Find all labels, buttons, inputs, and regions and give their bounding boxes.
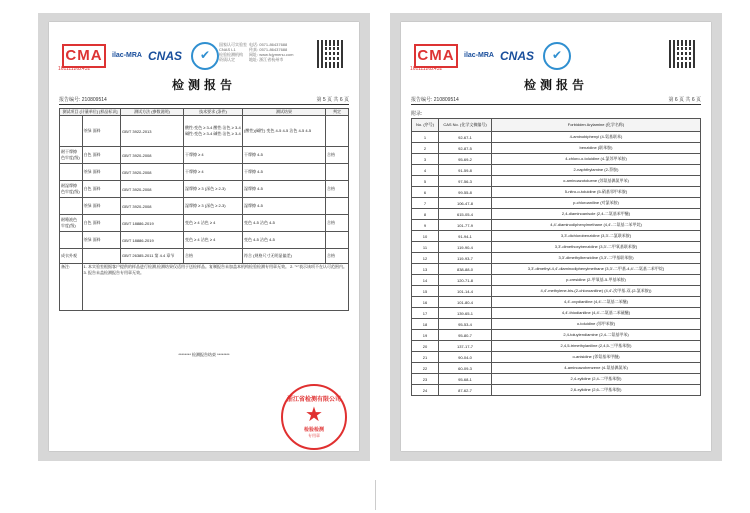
table-row — [412, 176, 701, 187]
cas-number: 91-59-8 — [439, 165, 492, 176]
sample-label — [82, 249, 121, 264]
chemical-name: benzidine (联苯胺) — [492, 143, 701, 154]
sample-label: 茶绿 面料 — [82, 232, 121, 249]
column-header: 判定 — [326, 109, 349, 116]
report-page-6 — [401, 22, 711, 451]
sample-label: 白色 面料 — [82, 147, 121, 164]
chemical-name: 3,3'-dimethoxybenzidine (3,3'-二甲氧基联苯胺) — [492, 242, 701, 253]
table-row — [412, 308, 701, 319]
page-title: 检测报告 — [171, 78, 236, 92]
row-number: 7 — [412, 198, 439, 209]
verdict — [326, 164, 349, 181]
chemical-name: 4,4'-thiodianiline (4,4'-二氨基二苯硫醚) — [492, 308, 701, 319]
report-number: 报告编号: 210809514 — [59, 97, 107, 103]
contact-line: 传真: 0571-86437688 — [249, 47, 288, 52]
row-number: 23 — [412, 374, 439, 385]
cas-number: 106-47-8 — [439, 198, 492, 209]
row-number: 18 — [412, 319, 439, 330]
table-row — [412, 297, 701, 308]
cas-number: 101-80-4 — [439, 297, 492, 308]
table-row — [412, 187, 701, 198]
sample-label: 白色 面料 — [82, 181, 121, 198]
test-method: GB/T 3920-2008 — [121, 181, 184, 198]
appendix-label: 附录: — [411, 111, 423, 117]
table-row — [412, 363, 701, 374]
cas-number: 95-69-2 — [439, 154, 492, 165]
requirement: 合格 — [184, 249, 243, 264]
test-item: 成衣外观 — [60, 249, 83, 264]
column-header: 测试结果 — [243, 109, 326, 116]
row-number: 11 — [412, 242, 439, 253]
requirement: 变色 ≥ 4 沾色 ≥ 4 — [184, 232, 243, 249]
chemical-name: 2,4-xylidine (2,4-二甲基苯胺) — [492, 374, 701, 385]
row-number: 2 — [412, 143, 439, 154]
row-number: 21 — [412, 352, 439, 363]
test-method: GB/T 3920-2008 — [121, 164, 184, 181]
row-number: 5 — [412, 176, 439, 187]
table-header-row — [412, 119, 701, 132]
table-row — [60, 116, 349, 147]
report-page-5 — [49, 22, 359, 451]
header-line: 国家认可实验室 — [219, 42, 247, 47]
stamp-text: 检验检测 — [303, 427, 324, 433]
page-title: 检测报告 — [523, 78, 588, 92]
stamp-text: 专用章 — [308, 433, 320, 438]
notes-label: 备注: — [60, 264, 83, 311]
header-line: CNAS L1 — [219, 47, 236, 52]
table-row — [60, 215, 349, 232]
column-header: No. (序号) — [412, 119, 439, 132]
row-number: 9 — [412, 220, 439, 231]
cas-number: 95-80-7 — [439, 330, 492, 341]
table-row — [60, 147, 349, 164]
chemical-name: 2,4,5-trimethylaniline (2,4,5-三甲基苯胺) — [492, 341, 701, 352]
row-number: 14 — [412, 275, 439, 286]
chemical-name: o-aminoazotoluene (邻氨基偶氮甲苯) — [492, 176, 701, 187]
test-item: 耐湿摩擦色牢度(级) — [60, 181, 83, 198]
test-result: 符合 (规格尺寸无明显偏差) — [243, 249, 326, 264]
cma-logo: CMA — [62, 44, 106, 68]
verdict: 合格 — [326, 249, 349, 264]
table-row — [412, 253, 701, 264]
left-page-panel — [38, 13, 370, 461]
accreditation-lines — [219, 42, 247, 62]
row-number: 17 — [412, 308, 439, 319]
table-row — [412, 132, 701, 143]
test-method: GB/T 18886-2019 — [121, 232, 184, 249]
chemical-name: 2,4-diaminoanisole (2,4-二氨基苯甲醚) — [492, 209, 701, 220]
table-row — [60, 181, 349, 198]
table-row — [412, 231, 701, 242]
contact-line: 地址: 浙江省杭州市 — [249, 57, 284, 62]
table-row — [412, 220, 701, 231]
table-row — [412, 319, 701, 330]
cas-number: 87-62-7 — [439, 385, 492, 396]
table-row — [412, 209, 701, 220]
stamp-text: 浙江省检测有限公司 — [286, 396, 341, 403]
results-table — [59, 108, 349, 311]
cas-number: 119-93-7 — [439, 253, 492, 264]
row-number: 19 — [412, 330, 439, 341]
chemical-name: 4-aminobiphenyl (4-氨基联苯) — [492, 132, 701, 143]
cas-number: 101-77-9 — [439, 220, 492, 231]
row-number: 3 — [412, 154, 439, 165]
cas-number: 97-56-3 — [439, 176, 492, 187]
column-header: Forbidden Arylamine (化学名称) — [492, 119, 701, 132]
column-header: 技术要求 (条件) — [184, 109, 243, 116]
requirement: 干摩擦 ≥ 4 — [184, 164, 243, 181]
test-result: 湿摩擦 4-5 — [243, 181, 326, 198]
test-method: GB/T 26385-2011 第 4.4 章节 — [121, 249, 184, 264]
test-result: 湿摩擦 4-5 — [243, 198, 326, 215]
verdict: 合格 — [326, 147, 349, 164]
chemical-name: o-anisidine (邻氨基苯甲醚) — [492, 352, 701, 363]
cas-number: 119-90-4 — [439, 242, 492, 253]
ilac-mra-logo: ilac-MRA — [112, 52, 142, 59]
contact-lines — [249, 42, 293, 62]
requirement: 变色 ≥ 4 沾色 ≥ 4 — [184, 215, 243, 232]
row-number: 22 — [412, 363, 439, 374]
chemical-name: 3,3'-dimethylbenzidine (3,3'-二甲基联苯胺) — [492, 253, 701, 264]
chemical-name: 4,4'-methylene-bis-(2-chloroaniline) (4,4'-次甲基-双-(2-氯苯胺)) — [492, 286, 701, 297]
requirement: 酸性:变色 ≥ 3-4 酸性:沾色 ≥ 3-4 碱性:变色 ≥ 3-4 碱性:沾色 ≥ 3-4 — [184, 116, 243, 147]
cnas-logo: CNAS — [147, 49, 182, 63]
chemical-name: 2-naphthylamine (2-萘胺) — [492, 165, 701, 176]
requirement: 湿摩擦 ≥ 3 (深色 ≥ 2-3) — [184, 181, 243, 198]
test-item: 耐唾液色牢度(级) — [60, 215, 83, 232]
test-result: 变色 4-5 沾色 4-5 — [243, 232, 326, 249]
divider — [59, 104, 349, 105]
qr-code-icon — [669, 40, 697, 68]
ilac-mra-logo: ilac-MRA — [464, 52, 494, 59]
verdict — [326, 232, 349, 249]
contact-line: 电话: 0571-86437688 — [249, 42, 288, 47]
test-method: GB/T 18886-2019 — [121, 215, 184, 232]
report-end-marker: ******** 检测报告结束 ******** — [178, 352, 230, 357]
verdict: 合格 — [326, 181, 349, 198]
requirement: 湿摩擦 ≥ 3 (深色 ≥ 2-3) — [184, 198, 243, 215]
test-method: GB/T 3920-2008 — [121, 147, 184, 164]
chemical-name: p-cresidine (2-甲氧基-5-甲基苯胺) — [492, 275, 701, 286]
notes-text: 1. 本实验室根据客户提供的样品进行检测,检测结果仅适用于送检样品。复制报告未加盖本机构检验检测专用章无效。 2. "*"表示该项不在认可范围内。 3. 报告未盖检测报告专用章无效。 — [82, 264, 349, 311]
table-row — [412, 275, 701, 286]
cnas-logo: CNAS — [499, 49, 534, 63]
notes-row — [60, 264, 349, 311]
table-row — [412, 330, 701, 341]
cas-number: 60-09-3 — [439, 363, 492, 374]
header-line: 检验检测机构 — [219, 52, 243, 57]
cas-number: 838-88-0 — [439, 264, 492, 275]
test-method: GB/T 3920-2008 — [121, 198, 184, 215]
cas-number: 95-68-1 — [439, 374, 492, 385]
arylamine-table — [411, 118, 701, 396]
cas-number: 120-71-8 — [439, 275, 492, 286]
verdict: 合格 — [326, 215, 349, 232]
row-number: 4 — [412, 165, 439, 176]
table-row — [412, 242, 701, 253]
chemical-name: p-chloroaniline (对氯苯胺) — [492, 198, 701, 209]
row-number: 10 — [412, 231, 439, 242]
official-stamp — [281, 384, 347, 450]
test-method: GB/T 3922-2013 — [121, 116, 184, 147]
test-item — [60, 198, 83, 215]
row-number: 20 — [412, 341, 439, 352]
report-number: 报告编号: 210809514 — [411, 97, 459, 103]
table-row — [412, 264, 701, 275]
chemical-name: 4-aminoazobenzene (4-氨基偶氮苯) — [492, 363, 701, 374]
test-item: 耐干摩擦色牢度(级) — [60, 147, 83, 164]
divider — [411, 104, 701, 105]
cas-number: 139-65-1 — [439, 308, 492, 319]
certification-seal-icon: ✔ — [543, 42, 571, 70]
chemical-name: 4,4'-oxydianiline (4,4'-二氨基二苯醚) — [492, 297, 701, 308]
cas-number: 137-17-7 — [439, 341, 492, 352]
test-item — [60, 232, 83, 249]
header-line: 资质认定 — [219, 57, 235, 62]
table-row — [412, 374, 701, 385]
table-row — [412, 143, 701, 154]
table-row — [412, 286, 701, 297]
qr-code-icon — [317, 40, 345, 68]
row-number: 8 — [412, 209, 439, 220]
row-number: 13 — [412, 264, 439, 275]
table-row — [60, 198, 349, 215]
test-result: 干摩擦 4-5 — [243, 147, 326, 164]
page-number: 第 6 页 共 6 页 — [668, 97, 701, 103]
row-number: 12 — [412, 253, 439, 264]
chemical-name: 4-chloro-o-toluidine (4-氯邻甲苯胺) — [492, 154, 701, 165]
requirement: 干摩擦 ≥ 4 — [184, 147, 243, 164]
sample-label: 茶绿 面料 — [82, 198, 121, 215]
cas-number: 95-53-4 — [439, 319, 492, 330]
row-number: 1 — [412, 132, 439, 143]
chemical-name: 4,4'-diaminodiphenylmethane (4,4'-二氨基二苯甲烷) — [492, 220, 701, 231]
right-page-panel — [390, 13, 722, 461]
chemical-name: o-toluidine (邻甲苯胺) — [492, 319, 701, 330]
contact-line: 网址: www.fcjymenu.com — [249, 52, 294, 57]
cma-number: 161111262432 — [58, 66, 91, 72]
test-result: (酸性)(碱性) 变色 4-5 4-5 沾色 4-5 4-5 — [243, 116, 326, 147]
test-result: 变色 4-5 沾色 4-5 — [243, 215, 326, 232]
test-item — [60, 164, 83, 181]
table-row — [412, 154, 701, 165]
table-header-row — [60, 109, 349, 116]
row-number: 24 — [412, 385, 439, 396]
column-header: 测试项目 (计量单位) [样品标识] — [60, 109, 121, 116]
sample-label: 白色 面料 — [82, 215, 121, 232]
chemical-name: 5-nitro-o-toluidine (5-硝基邻甲苯胺) — [492, 187, 701, 198]
sample-label: 茶绿 面料 — [82, 164, 121, 181]
table-row — [412, 352, 701, 363]
cas-number: 92-67-1 — [439, 132, 492, 143]
cas-number: 91-94-1 — [439, 231, 492, 242]
cas-number: 101-14-4 — [439, 286, 492, 297]
star-icon: ★ — [305, 402, 323, 426]
row-number: 15 — [412, 286, 439, 297]
table-row — [412, 165, 701, 176]
chemical-name: 3,3'-dimethyl-4,4'-diaminodiphenylmethane (3,3'-二甲基-4,4'-二氨基二苯甲烷) — [492, 264, 701, 275]
chemical-name: 2,4-toluylendiamine (2,4-二氨基甲苯) — [492, 330, 701, 341]
verdict — [326, 116, 349, 147]
table-row — [60, 232, 349, 249]
column-header: CAS No. (化学文摘编号) — [439, 119, 492, 132]
cma-logo: CMA — [414, 44, 458, 68]
chemical-name: 3,3'-dichlorobenzidine (3,3'-二氯联苯胺) — [492, 231, 701, 242]
verdict — [326, 198, 349, 215]
cas-number: 90-04-0 — [439, 352, 492, 363]
sample-label: 茶绿 面料 — [82, 116, 121, 147]
table-row — [412, 385, 701, 396]
test-item — [60, 116, 83, 147]
chemical-name: 2,6-xylidine (2,6-二甲基苯胺) — [492, 385, 701, 396]
page-number: 第 5 页 共 6 页 — [316, 97, 349, 103]
cas-number: 99-55-8 — [439, 187, 492, 198]
cas-number: 615-05-4 — [439, 209, 492, 220]
table-row — [60, 164, 349, 181]
row-number: 16 — [412, 297, 439, 308]
cma-number: 161111262432 — [410, 66, 443, 72]
certification-seal-icon: ✔ — [191, 42, 219, 70]
divider — [375, 480, 376, 510]
column-header: 测试方法 (参数说明) — [121, 109, 184, 116]
table-row — [412, 198, 701, 209]
table-row — [412, 341, 701, 352]
row-number: 6 — [412, 187, 439, 198]
cas-number: 92-87-5 — [439, 143, 492, 154]
table-row — [60, 249, 349, 264]
test-result: 干摩擦 4-5 — [243, 164, 326, 181]
